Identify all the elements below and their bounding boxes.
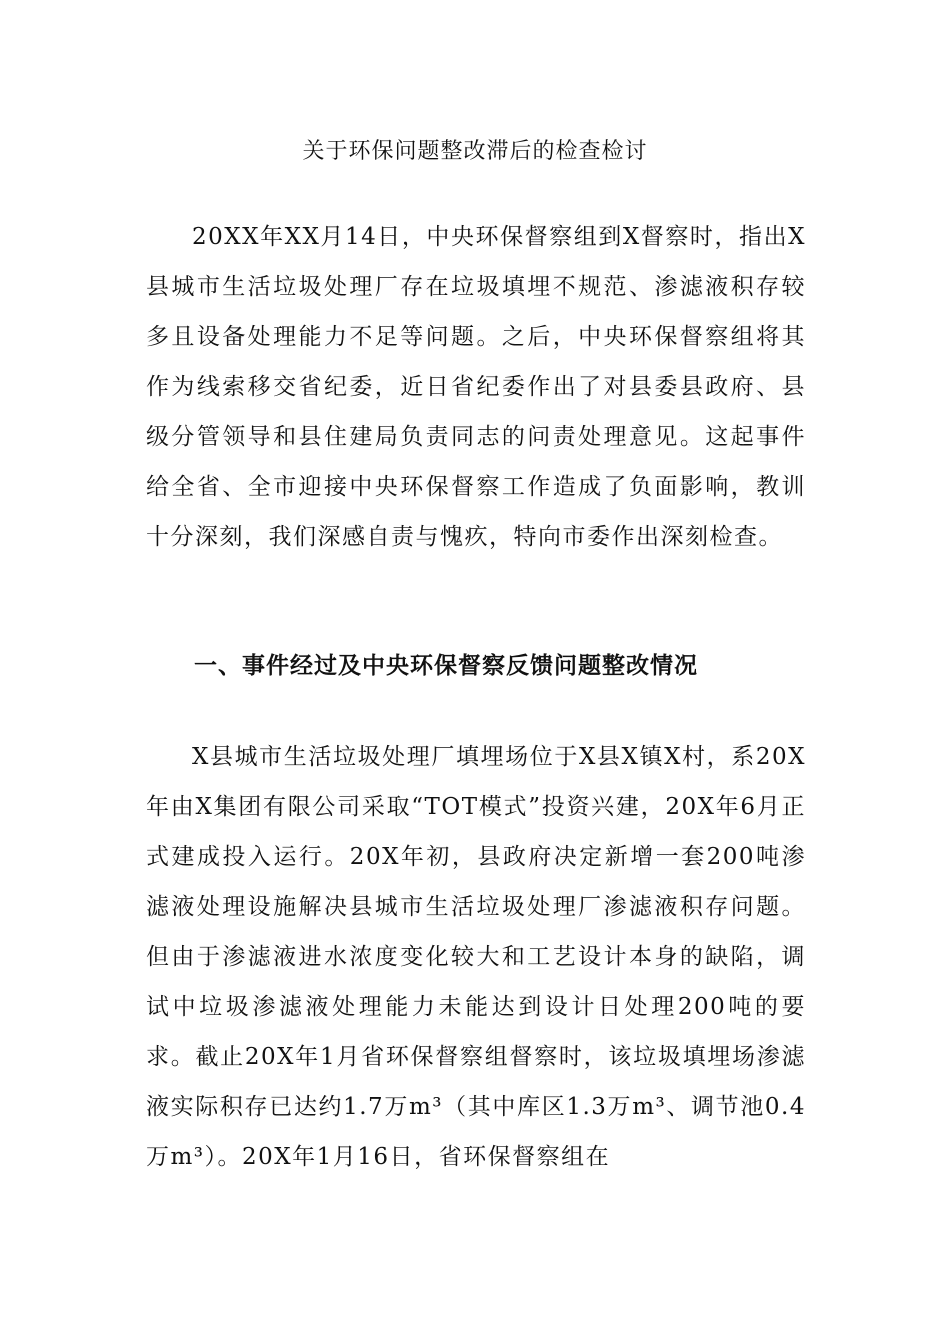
body-paragraph: X县城市生活垃圾处理厂填埋场位于X县X镇X村，系20X年由X集团有限公司采取“TOT模式”投资兴建，20X年6月正式建成投入运行。20X年初，县政府决定新增一套200吨渗滤液处理设施解决县城市生活垃圾处理厂渗滤液积存问题。但由于渗滤液进水浓度变化较大和工艺设计本身的缺陷，调试中垃圾渗滤液处理能力未能达到设计日处理200吨的要求。截止20X年1月省环保督察组督察时，该垃圾填埋场渗滤液实际积存已达约1.7万m³（其中库区1.3万m³、调节池0.4万m³）。20X年1月16日，省环保督察组在 (146, 744, 806, 1170)
document-title: 关于环保问题整改滞后的检查检讨 (302, 139, 648, 164)
intro-paragraph: 20XX年XX月14日，中央环保督察组到X督察时，指出X县城市生活垃圾处理厂存在垃圾填埋不规范、渗滤液积存较多且设备处理能力不足等问题。之后，中央环保督察组将其作为线索移交省纪委，近日省纪委作出了对县委县政府、县级分管领导和县住建局负责同志的问责处理意见。这起事件给全省、全市迎接中央环保督察工作造成了负面影响，教训十分深刻，我们深感自责与愧疚，特向市委作出深刻检查。 (146, 224, 806, 550)
section-heading: 一、事件经过及中央环保督察反馈问题整改情况 (194, 653, 698, 679)
